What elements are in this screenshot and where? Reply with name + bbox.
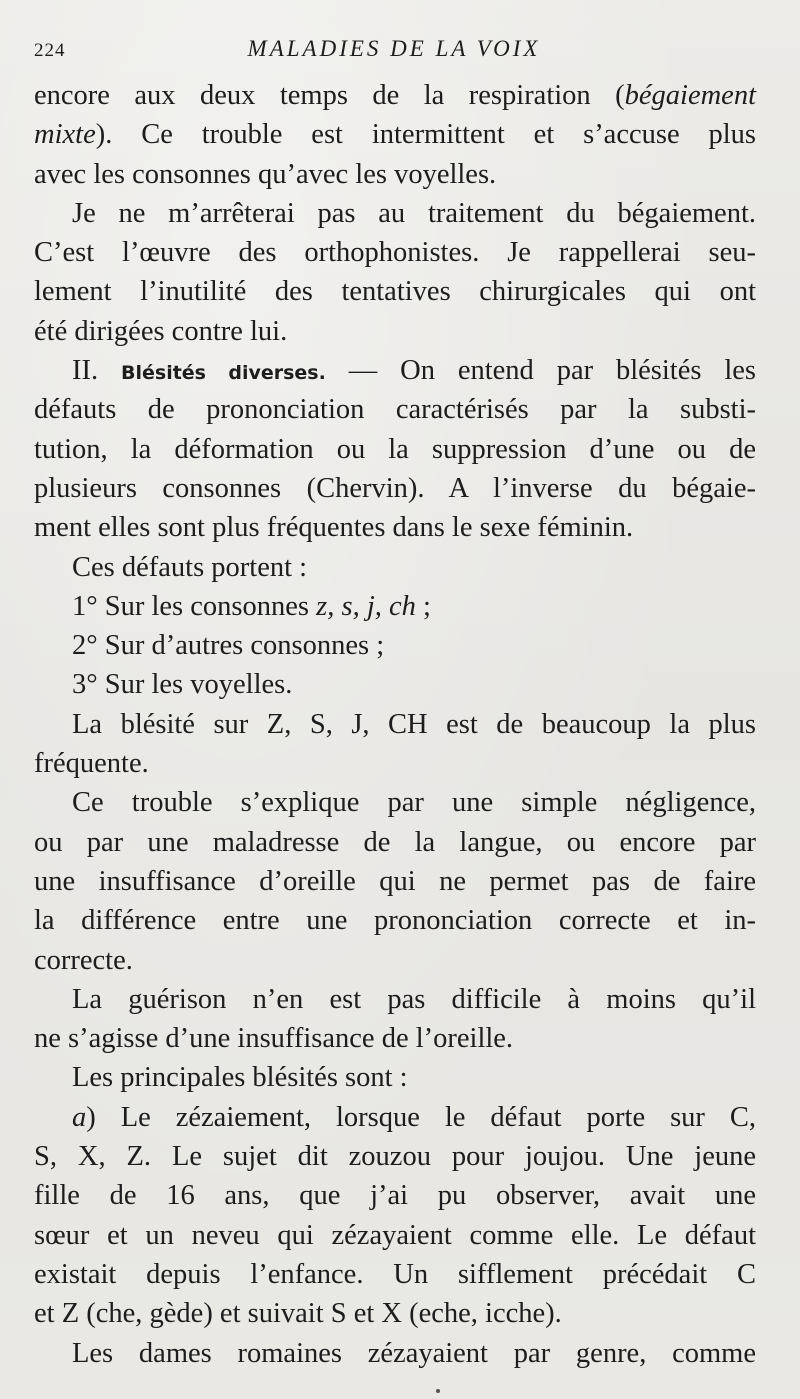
text-line: ou par une maladresse de la langue, ou encore par xyxy=(34,826,756,858)
list-item: 1° Sur les consonnes z, s, j, ch ; xyxy=(72,590,431,622)
italic-term: bégaiement xyxy=(624,80,756,111)
text-line: une insuffisance d’oreille qui ne permet pas de faire xyxy=(34,865,756,897)
text-line: La blésité sur Z, S, J, CH est de beaucoup la plus xyxy=(72,708,756,740)
section-heading-line: II. Blésités diverses. — On entend par blésités les xyxy=(72,355,756,387)
text-line: Les dames romaines zézayaient par genre, comme xyxy=(72,1337,756,1369)
italic-term: mixte xyxy=(34,119,96,151)
text-line: correcte. xyxy=(34,944,133,976)
text-line: ne s’agisse d’une insuffisance de l’oreille. xyxy=(34,1023,514,1055)
page-number: 224 xyxy=(34,40,66,61)
text-line: défauts de prononciation caractérisés par la substi- xyxy=(34,394,756,426)
text-line: encore aux deux temps de la respiration (bégaiement xyxy=(34,80,756,111)
text-line: C’est l’œuvre des orthophonistes. Je rappellerai seu- xyxy=(34,237,756,269)
text-line: mixte). Ce trouble est intermittent et s’accuse plus xyxy=(34,119,756,151)
italic-term: z, s, j, ch xyxy=(316,590,416,622)
list-item: 3° Sur les voyelles. xyxy=(72,669,293,701)
text-line: sœur et un neveu qui zézayaient comme elle. Le défaut xyxy=(34,1219,756,1251)
text-line: plusieurs consonnes (Chervin). A l’inverse du bégaie- xyxy=(34,472,756,504)
text-line: La guérison n’en est pas difficile à moins qu’il xyxy=(72,983,756,1015)
section-title: Blésités diverses. xyxy=(121,362,326,385)
text-line: la différence entre une prononciation correcte et in- xyxy=(34,905,756,937)
list-item: 2° Sur d’autres consonnes ; xyxy=(72,630,385,662)
list-item: a) Le zézaiement, lorsque le défaut porte sur C, xyxy=(72,1101,756,1133)
text-line: ment elles sont plus fréquentes dans le sexe féminin. xyxy=(34,512,634,544)
page-header xyxy=(34,36,754,66)
text-line: Je ne m’arrêterai pas au traitement du bégaiement. xyxy=(72,197,756,229)
running-title: MALADIES DE LA VOIX xyxy=(247,36,541,61)
text-line: Ce trouble s’explique par une simple négligence, xyxy=(72,787,756,819)
text-line: fréquente. xyxy=(34,748,149,780)
text-line: lement l’inutilité des tentatives chirurgicales qui ont xyxy=(34,276,756,308)
ink-speck xyxy=(436,1389,440,1393)
text-line: fille de 16 ans, que j’ai pu observer, avait une xyxy=(34,1180,756,1212)
body-text xyxy=(34,76,756,1373)
italic-term: a xyxy=(72,1101,87,1133)
text-line: tution, la déformation ou la suppression d’une ou de xyxy=(34,433,756,465)
text-line: et Z (che, gède) et suivait S et X (eche, icche). xyxy=(34,1298,562,1330)
text-line: avec les consonnes qu’avec les voyelles. xyxy=(34,158,497,190)
text-line: existait depuis l’enfance. Un sifflement précédait C xyxy=(34,1258,756,1290)
text-line: Ces défauts portent : xyxy=(72,551,308,583)
text-line: été dirigées contre lui. xyxy=(34,315,288,347)
text-line: Les principales blésités sont : xyxy=(72,1062,408,1094)
text-line: S, X, Z. Le sujet dit zouzou pour joujou. Une jeune xyxy=(34,1141,756,1173)
